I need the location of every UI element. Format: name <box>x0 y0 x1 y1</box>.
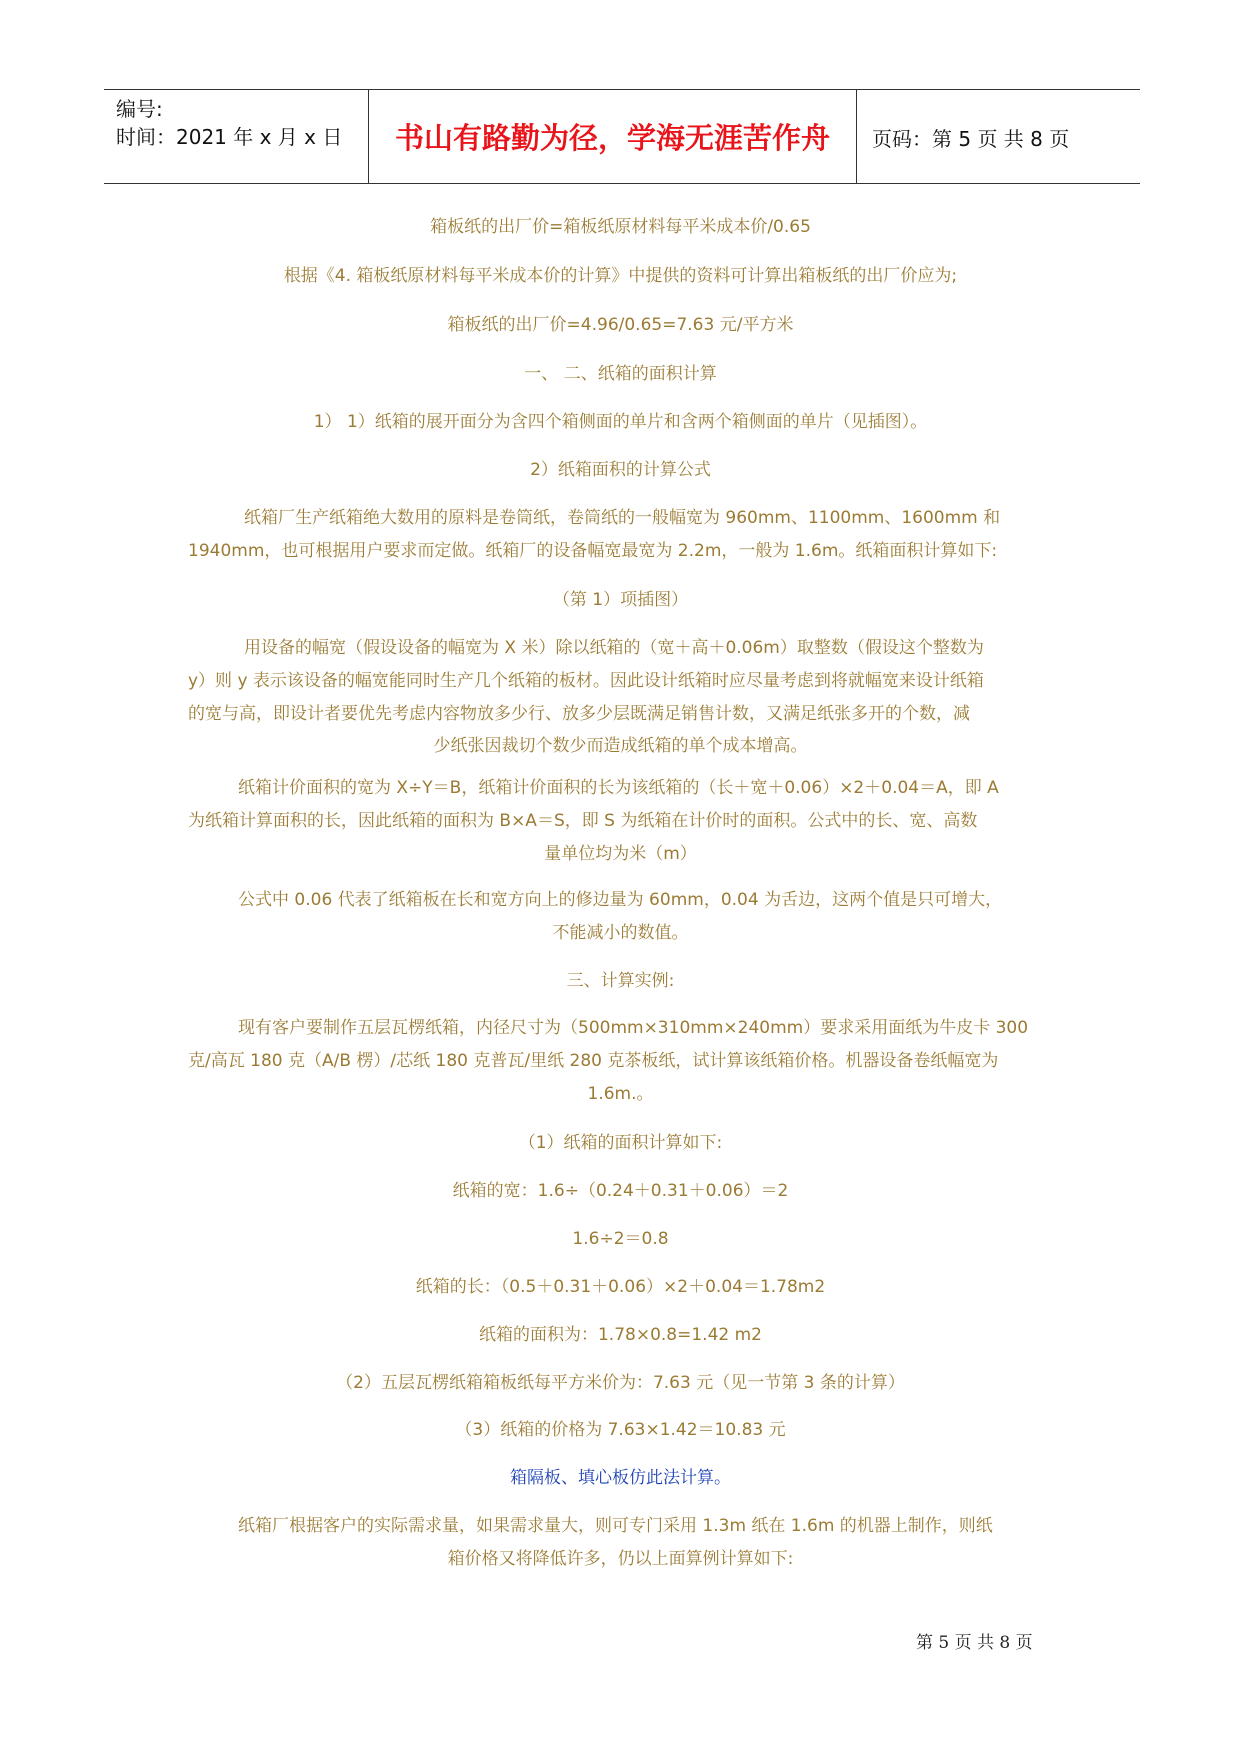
formula-line: 箱板纸的出厂价=4.96/0.65=7.63 元/平方米 <box>447 315 794 335</box>
body-paragraph: y）则 y 表示该设备的幅宽能同时生产几个纸箱的板材。因此设计纸箱时应尽量考虑到将就幅宽来设计纸箱 <box>188 671 984 691</box>
header-divider <box>856 90 857 183</box>
body-paragraph: 1） 1）纸箱的展开面分为含四个箱侧面的单片和含两个箱侧面的单片（见插图）。 <box>313 412 928 432</box>
body-paragraph: 纸箱厂根据客户的实际需求量，如果需求量大，则可专门采用 1.3m 纸在 1.6m 的机器上制作，则纸 <box>238 1516 993 1536</box>
header-meta-cell <box>104 90 368 183</box>
body-paragraph: 1.6m.。 <box>587 1084 654 1104</box>
body-paragraph: 纸箱厂生产纸箱绝大数用的原料是卷筒纸，卷筒纸的一般幅宽为 960mm、1100mm、1600mm 和 <box>244 508 1001 528</box>
body-paragraph: 现有客户要制作五层瓦楞纸箱，内径尺寸为（500mm×310mm×240mm）要求采用面纸为牛皮卡 300 <box>238 1018 1029 1038</box>
formula-line: 纸箱的长：（0.5＋0.31＋0.06）×2＋0.04＝1.78m2 <box>415 1277 826 1297</box>
body-paragraph: 量单位均为米（m） <box>544 844 697 864</box>
section-heading: 一、 二、纸箱的面积计算 <box>524 364 717 384</box>
body-paragraph: 1940mm，也可根据用户要求而定做。纸箱厂的设备幅宽最宽为 2.2m，一般为 1.6m。纸箱面积计算如下: <box>188 541 998 561</box>
page-footer: 第 5 页 共 8 页 <box>916 1633 1033 1653</box>
body-paragraph: 的宽与高，即设计者要优先考虑内容物放多少行、放多少层既满足销售计数，又满足纸张多开的个数，减 <box>188 704 970 724</box>
page-header <box>104 89 1140 184</box>
header-page-number: 页码：第 5 页 共 8 页 <box>872 127 1070 151</box>
header-motto: 书山有路勤为径，学海无涯苦作舟 <box>394 121 830 155</box>
figure-caption: （第 1）项插图） <box>552 590 689 610</box>
formula-line: （2）五层瓦楞纸箱箱板纸每平方米价为：7.63 元（见一节第 3 条的计算） <box>336 1373 905 1393</box>
body-paragraph: 纸箱计价面积的宽为 X÷Y＝B，纸箱计价面积的长为该纸箱的（长＋宽＋0.06）×2＋0.04＝A，即 A <box>238 778 999 798</box>
body-paragraph: 根据《4. 箱板纸原材料每平米成本价的计算》中提供的资料可计算出箱板纸的出厂价应为; <box>283 266 958 286</box>
subsection-heading: （1）纸箱的面积计算如下: <box>518 1133 723 1153</box>
document-date-label: 时间：2021 年 x 月 x 日 <box>116 125 343 149</box>
section-heading: 三、计算实例: <box>566 971 675 991</box>
formula-line: 纸箱的宽：1.6÷（0.24＋0.31＋0.06）＝2 <box>452 1181 789 1201</box>
body-paragraph: 不能减小的数值。 <box>552 923 689 943</box>
highlighted-note: 箱隔板、填心板仿此法计算。 <box>510 1468 731 1488</box>
body-paragraph: 为纸箱计算面积的长，因此纸箱的面积为 B×A＝S，即 S 为纸箱在计价时的面积。公式中的长、宽、高数 <box>188 811 978 831</box>
subsection-heading: 2）纸箱面积的计算公式 <box>530 460 711 480</box>
formula-line: 箱板纸的出厂价=箱板纸原材料每平米成本价/0.65 <box>430 217 811 237</box>
body-paragraph: 用设备的幅宽（假设设备的幅宽为 X 米）除以纸箱的（宽＋高＋0.06m）取整数（假设这个整数为 <box>244 638 984 658</box>
formula-line: 1.6÷2＝0.8 <box>572 1229 669 1249</box>
body-paragraph: 克/高瓦 180 克（A/B 楞）/芯纸 180 克普瓦/里纸 280 克茶板纸，试计算该纸箱价格。机器设备卷纸幅宽为 <box>188 1051 999 1071</box>
body-paragraph: 箱价格又将降低许多，仍以上面算例计算如下: <box>447 1549 794 1569</box>
formula-line: （3）纸箱的价格为 7.63×1.42＝10.83 元 <box>455 1420 786 1440</box>
formula-line: 纸箱的面积为：1.78×0.8=1.42 m2 <box>478 1325 762 1345</box>
document-number-label: 编号: <box>116 97 163 121</box>
body-paragraph: 少纸张因裁切个数少而造成纸箱的单个成本增高。 <box>433 736 808 756</box>
body-paragraph: 公式中 0.06 代表了纸箱板在长和宽方向上的修边量为 60mm，0.04 为舌边，这两个值是只可增大， <box>238 890 1003 910</box>
